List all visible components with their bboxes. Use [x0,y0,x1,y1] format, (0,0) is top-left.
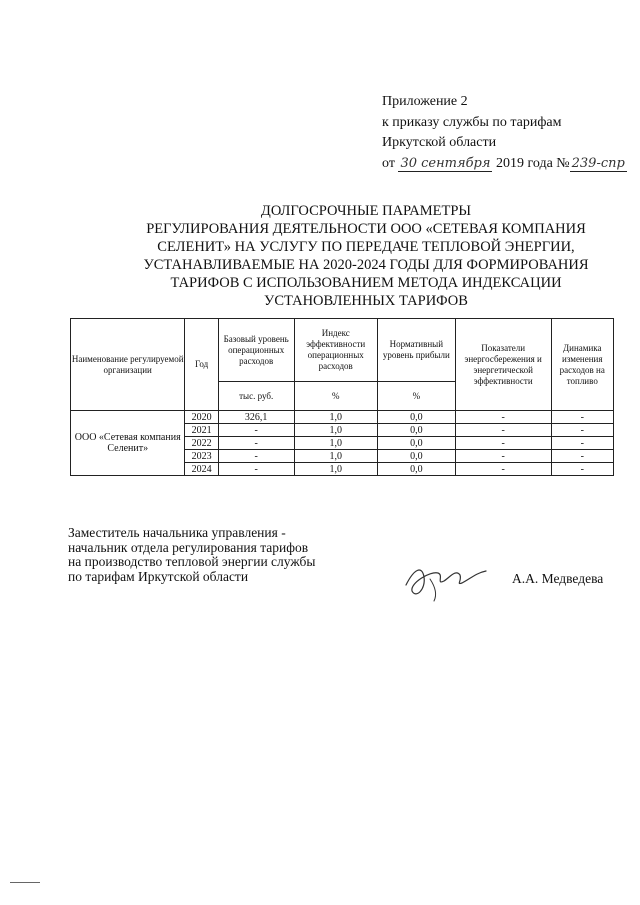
year-cell: 2024 [185,463,218,476]
energy-cell: - [455,463,551,476]
document-title [120,202,612,310]
unit-profit: % [377,382,455,411]
year-cell: 2021 [185,424,218,437]
title-line-2: РЕГУЛИРОВАНИЯ ДЕЯТЕЛЬНОСТИ ООО «СЕТЕВАЯ КОМПАНИЯ [146,221,586,237]
profit-cell: 0,0 [377,424,455,437]
energy-cell: - [455,424,551,437]
header-fuel: Динамика изменения расходов на топливо [551,319,613,411]
index-cell: 1,0 [294,424,377,437]
title-line-4: УСТАНАВЛИВАЕМЫЕ НА 2020-2024 ГОДЫ ДЛЯ ФОРМИРОВАНИЯ [143,257,589,273]
handwritten-date: 30 сентября [400,155,491,171]
header-index: Индекс эффективности операционных расходов [294,319,377,382]
org-name-cell: ООО «Сетевая компания Селенит» [71,411,185,476]
appendix-block [382,92,627,174]
header-row [71,319,614,382]
fuel-cell: - [551,463,613,476]
energy-cell: - [455,450,551,463]
base-cell: - [218,437,294,450]
header-energy: Показатели энергосбережения и энергетической эффективности [455,319,551,411]
index-cell: 1,0 [294,437,377,450]
base-cell: - [218,450,294,463]
header-org: Наименование регулируемой организации [71,319,185,411]
base-cell: 326,1 [218,411,294,424]
fuel-cell: - [551,450,613,463]
parameters-table [70,318,614,476]
index-cell: 1,0 [294,411,377,424]
index-cell: 1,0 [294,450,377,463]
date-year: 2019 года № [495,155,570,171]
base-cell: - [218,463,294,476]
profit-cell: 0,0 [377,450,455,463]
fuel-cell: - [551,437,613,450]
appendix-date-line [382,154,627,175]
title-line-5: ТАРИФОВ С ИСПОЛЬЗОВАНИЕМ МЕТОДА ИНДЕКСАЦИИ [170,275,562,291]
base-cell: - [218,424,294,437]
title-line-1: ДОЛГОСРОЧНЫЕ ПАРАМЕТРЫ [260,203,472,219]
unit-index: % [294,382,377,411]
title-line-3: СЕЛЕНИТ» НА УСЛУГУ ПО ПЕРЕДАЧЕ ТЕПЛОВОЙ ЭНЕРГИИ, [157,239,575,255]
handwritten-number: 239-спр [571,155,625,171]
handwritten-signature [400,555,490,605]
unit-base: тыс. руб. [218,382,294,411]
appendix-line-2: к приказу службы по тарифам [382,114,562,130]
energy-cell: - [455,437,551,450]
fuel-cell: - [551,411,613,424]
index-cell: 1,0 [294,463,377,476]
header-profit: Нормативный уровень прибыли [377,319,455,382]
energy-cell: - [455,411,551,424]
signature-line-2: начальник отдела регулирования тарифов [68,539,309,555]
appendix-line-1: Приложение 2 [382,94,468,109]
profit-cell: 0,0 [377,437,455,450]
footer-divider [10,882,40,883]
signature-block [68,526,315,584]
signature-line-3: на производство тепловой энергии службы [68,554,316,569]
header-base: Базовый уровень операционных расходов [218,319,294,382]
profit-cell: 0,0 [377,463,455,476]
year-cell: 2020 [185,411,218,424]
fuel-cell: - [551,424,613,437]
profit-cell: 0,0 [377,411,455,424]
year-cell: 2023 [185,450,218,463]
title-line-6: УСТАНОВЛЕННЫХ ТАРИФОВ [264,293,468,309]
date-prefix: от [382,155,395,171]
signature-line-4: по тарифам Иркутской области [68,568,249,584]
header-year: Год [185,319,218,411]
year-cell: 2022 [185,437,218,450]
table-row [71,411,614,424]
signature-line-1: Заместитель начальника управления - [68,525,286,540]
appendix-line-3: Иркутской области [382,135,497,150]
signatory-name: А.А. Медведева [512,571,604,586]
